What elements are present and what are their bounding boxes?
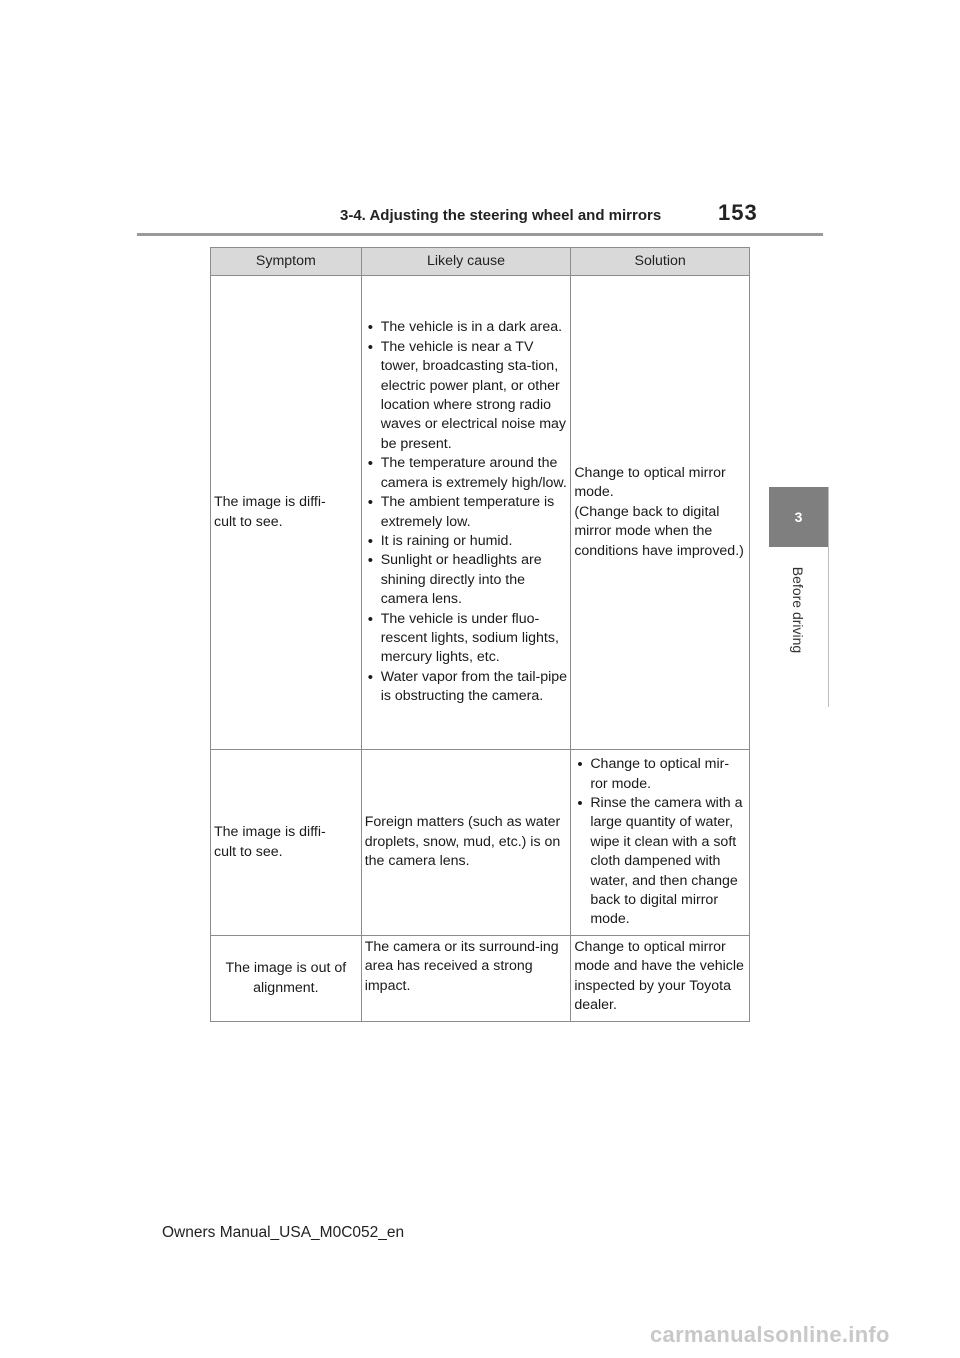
solution-list	[574, 755, 746, 930]
chapter-tab-divider	[828, 487, 829, 707]
column-header: Symptom	[211, 248, 362, 276]
solution-cell	[571, 750, 750, 936]
list-item: • Change to optical mir-ror mode.	[574, 755, 746, 794]
list-item: • The vehicle is near a TV tower, broadcasting sta-tion, electric power plant, or other location where strong radio waves or electrical noise may be present.	[365, 338, 568, 454]
watermark: carmanualsonline.info	[650, 1322, 890, 1347]
list-item: • The vehicle is under fluo-rescent lights, sodium lights, mercury lights, etc.	[365, 610, 568, 668]
list-item: • The vehicle is in a dark area.	[365, 318, 568, 337]
page-number: 153	[718, 200, 758, 225]
chapter-number: 3	[794, 509, 803, 525]
solution-cell: Change to optical mirror mode and have the vehicle inspected by your Toyota dealer.	[571, 936, 750, 1022]
table-row	[211, 276, 750, 750]
cause-list	[365, 318, 568, 706]
list-item: • The temperature around the camera is extremely high/low.	[365, 454, 568, 493]
symptom-cell: The image is diffi- cult to see.	[211, 276, 362, 750]
column-header: Likely cause	[361, 248, 571, 276]
list-item: • Sunlight or headlights are shining directly into the camera lens.	[365, 551, 568, 609]
chapter-label: Before driving	[790, 566, 806, 654]
cause-cell: The camera or its surround-ing area has received a strong impact.	[361, 936, 571, 1022]
table-header-row	[211, 248, 750, 276]
column-header: Solution	[571, 248, 750, 276]
header-divider	[137, 233, 823, 236]
cause-cell	[361, 276, 571, 750]
list-item: • It is raining or humid.	[365, 532, 568, 551]
symptom-cell: The image is out of alignment.	[211, 936, 362, 1022]
list-item: • Water vapor from the tail-pipe is obstructing the camera.	[365, 668, 568, 707]
cause-cell: Foreign matters (such as water droplets, snow, mud, etc.) is on the camera lens.	[361, 750, 571, 936]
table-row	[211, 750, 750, 936]
symptom-cell: The image is diffi- cult to see.	[211, 750, 362, 936]
solution-cell: Change to optical mirror mode. (Change back to digital mirror mode when the conditions have improved.)	[571, 276, 750, 750]
table-row	[211, 936, 750, 1022]
section-title: 3-4. Adjusting the steering wheel and mirrors	[340, 207, 662, 224]
list-item: • The ambient temperature is extremely low.	[365, 493, 568, 532]
troubleshooting-table	[210, 247, 750, 1022]
list-item: • Rinse the camera with a large quantity of water, wipe it clean with a soft cloth dampened with water, and then change back to digital mirror mode.	[574, 794, 746, 930]
manual-id: Owners Manual_USA_M0C052_en	[162, 1224, 405, 1241]
chapter-tab	[769, 487, 828, 547]
